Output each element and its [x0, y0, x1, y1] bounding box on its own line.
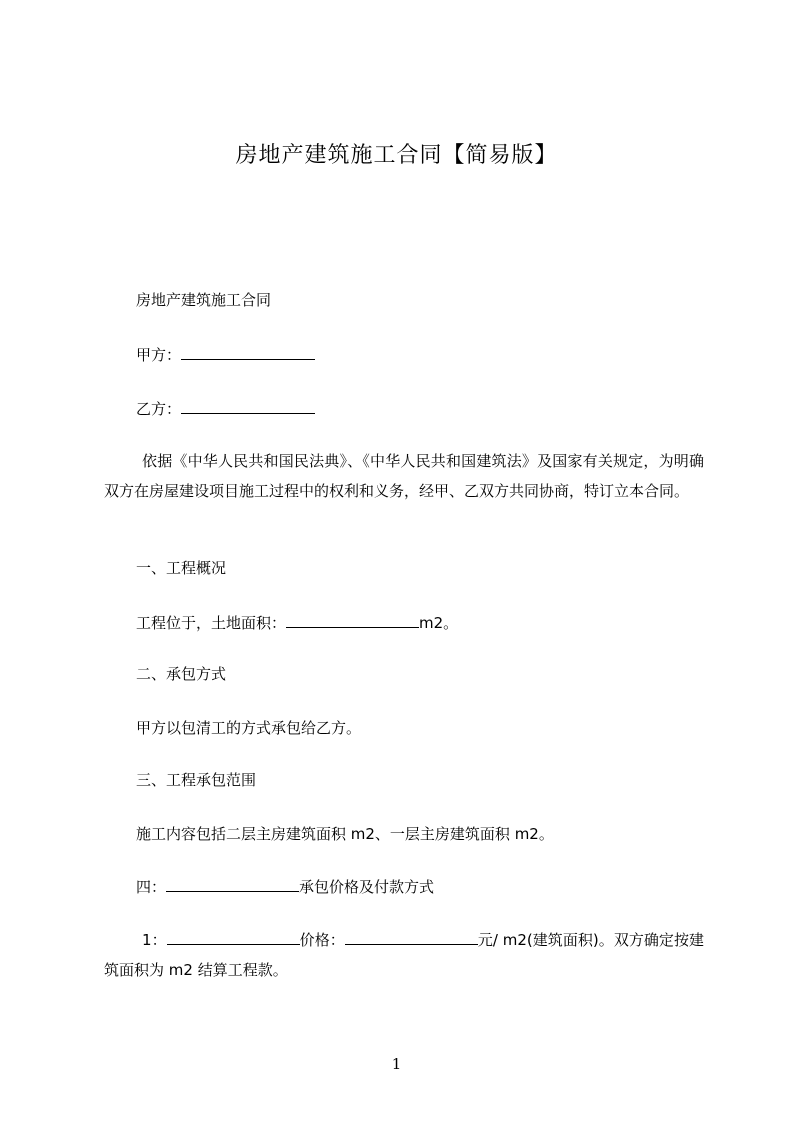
section4-suffix: 承包价格及付款方式	[299, 878, 435, 896]
item1-prefix: 1：	[142, 931, 167, 949]
section3-heading: 三、工程承包范围	[136, 771, 257, 789]
item1-paragraph	[104, 925, 704, 985]
contract-subtitle: 房地产建筑施工合同	[136, 291, 272, 309]
page-number: 1	[391, 1055, 402, 1073]
section2-heading: 二、承包方式	[136, 665, 227, 683]
party-b-label: 乙方：	[136, 400, 182, 418]
section1-heading: 一、工程概况	[136, 559, 227, 577]
section1-text-prefix: 工程位于，土地面积：	[136, 614, 287, 632]
item1-blank-2	[345, 929, 478, 945]
section3-text: 施工内容包括二层主房建筑面积 m2、一层主房建筑面积 m2。	[136, 825, 554, 843]
preamble-text: 依据《中华人民共和国民法典》、《中华人民共和国建筑法》及国家有关规定，为明确双方在房屋建设项目施工过程中的权利和义务，经甲、乙双方共同协商，特订立本合同。	[104, 452, 704, 500]
party-b-blank	[181, 398, 315, 414]
section1-text	[136, 612, 458, 633]
preamble-paragraph	[104, 446, 704, 506]
section2-text: 甲方以包清工的方式承包给乙方。	[136, 719, 362, 737]
section4-prefix: 四：	[136, 878, 167, 896]
item1-price-label: 价格：	[299, 931, 345, 949]
party-a-blank	[181, 344, 315, 360]
section1-text-suffix: m2。	[419, 614, 459, 632]
item1-blank-1	[167, 929, 300, 945]
section4-heading	[136, 876, 434, 897]
document-title: 房地产建筑施工合同【简易版】	[235, 143, 558, 168]
party-b-line	[136, 398, 315, 419]
party-a-line	[136, 344, 315, 365]
land-area-blank	[286, 612, 419, 628]
party-a-label: 甲方：	[136, 346, 182, 364]
item1-suffix: 元/ m2(建筑面积)。双方确定按建筑面积为 m2 结算工程款。	[104, 931, 704, 979]
section4-blank	[166, 876, 299, 892]
